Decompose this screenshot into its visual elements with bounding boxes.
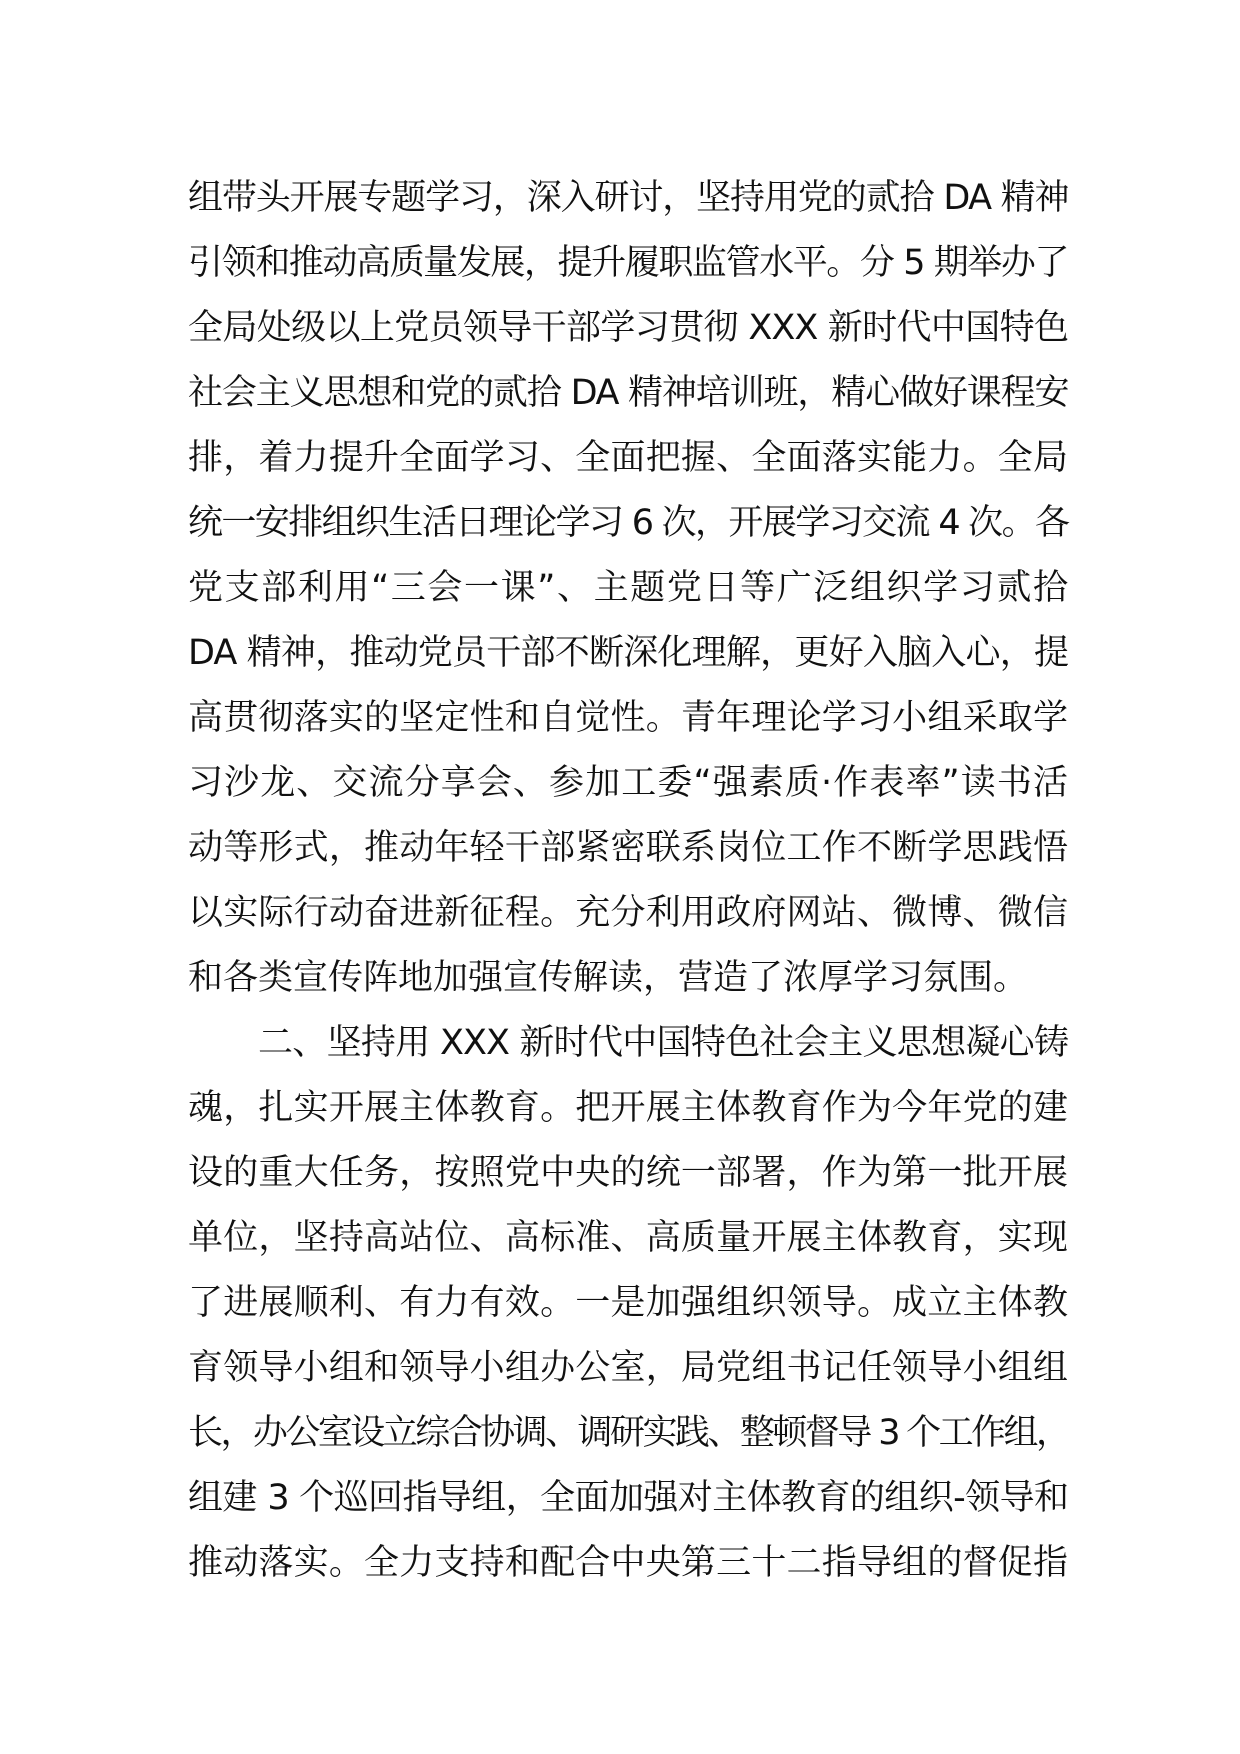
text-line: 统一安排组织生活日理论学习 6 次，开展学习交流 4 次。各 — [188, 503, 1068, 543]
text-line: 高贯彻落实的坚定性和自觉性。青年理论学习小组采取学 — [188, 698, 1068, 738]
text-line: 组带头开展专题学习，深入研讨，坚持用党的贰拾 DA 精神 — [188, 178, 1068, 218]
paragraph-end-line: 和各类宣传阵地加强宣传解读，营造了浓厚学习氛围。 — [188, 958, 1029, 998]
text-line: 长，办公室设立综合协调、调研实践、整顿督导 3 个工作组， — [188, 1413, 1068, 1453]
text-line: 了进展顺利、有力有效。一是加强组织领导。成立主体教 — [188, 1283, 1068, 1323]
document-body — [188, 166, 1068, 1596]
text-line: 引领和推动高质量发展，提升履职监管水平。分 5 期举办了 — [188, 243, 1068, 283]
text-line: 党支部利用“三会一课”、主题党日等广泛组织学习贰拾 — [188, 568, 1068, 608]
text-line: 社会主义思想和党的贰拾 DA 精神培训班，精心做好课程安 — [188, 373, 1068, 413]
text-line: 排，着力提升全面学习、全面把握、全面落实能力。全局 — [188, 438, 1068, 478]
section-heading-line: 二、坚持用 XXX 新时代中国特色社会主义思想凝心铸 — [258, 1023, 1068, 1063]
text-line: 推动落实。全力支持和配合中央第三十二指导组的督促指 — [188, 1543, 1068, 1583]
text-line: 魂，扎实开展主体教育。把开展主体教育作为今年党的建 — [188, 1088, 1068, 1128]
text-line: 以实际行动奋进新征程。充分利用政府网站、微博、微信 — [188, 893, 1068, 933]
text-line: DA 精神，推动党员干部不断深化理解，更好入脑入心，提 — [188, 633, 1068, 673]
text-line: 习沙龙、交流分享会、参加工委“强素质·作表率”读书活 — [188, 763, 1068, 803]
text-line: 组建 3 个巡回指导组，全面加强对主体教育的组织-领导和 — [188, 1478, 1068, 1518]
text-line: 设的重大任务，按照党中央的统一部署，作为第一批开展 — [188, 1153, 1068, 1193]
text-line: 动等形式，推动年轻干部紧密联系岗位工作不断学思践悟 — [188, 828, 1068, 868]
text-line: 育领导小组和领导小组办公室，局党组书记任领导小组组 — [188, 1348, 1068, 1388]
text-line: 单位，坚持高站位、高标准、高质量开展主体教育，实现 — [188, 1218, 1068, 1258]
text-line: 全局处级以上党员领导干部学习贯彻 XXX 新时代中国特色 — [188, 308, 1068, 348]
